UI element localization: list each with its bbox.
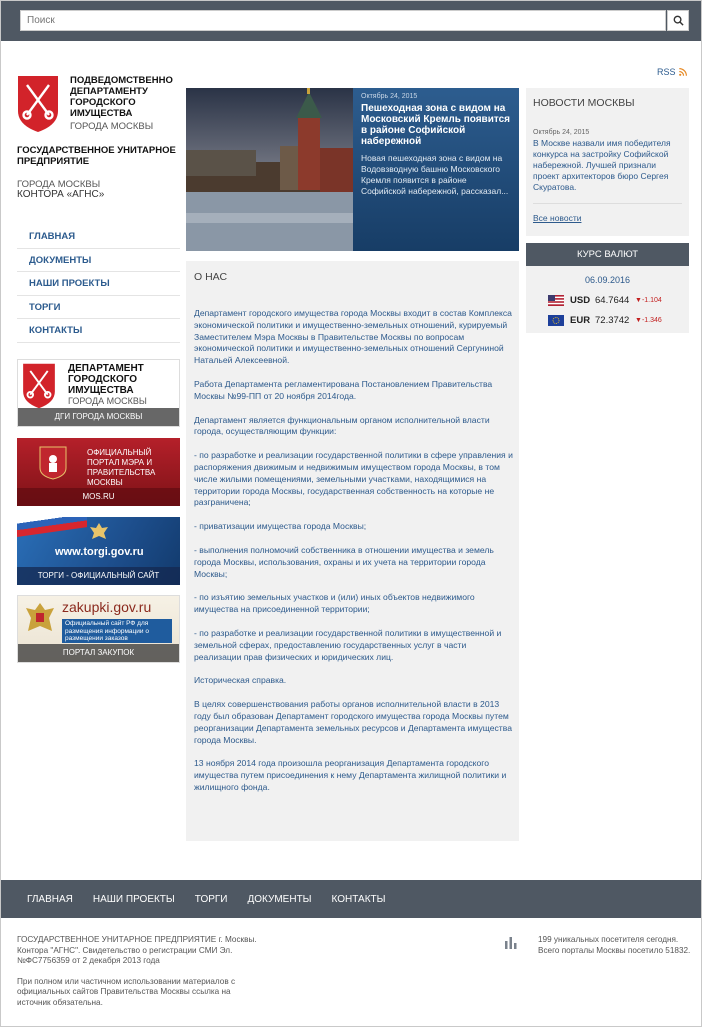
about-body bbox=[194, 308, 516, 806]
about-paragraph: Историческая справка. bbox=[194, 675, 287, 686]
news-heading: НОВОСТИ МОСКВЫ bbox=[533, 97, 635, 109]
divider bbox=[533, 203, 682, 204]
news-panel bbox=[526, 88, 689, 236]
rss-link[interactable] bbox=[657, 67, 687, 77]
dgi-banner-caption: ДГИ ГОРОДА МОСКВЫ bbox=[18, 408, 179, 426]
hero-text-panel bbox=[353, 88, 519, 251]
footer-nav bbox=[27, 880, 385, 918]
visitor-stats: 199 уникальных посетителя сегодня. Всего порталы Москвы посетило 51832. bbox=[538, 935, 691, 955]
dgi-shield-icon bbox=[22, 363, 56, 409]
sidebar-item-auctions[interactable]: ТОРГИ bbox=[17, 296, 180, 320]
top-search-bar bbox=[1, 1, 701, 41]
torgi-banner-url: www.torgi.gov.ru bbox=[55, 546, 144, 558]
about-paragraph: Работа Департамента регламентирована Постановлением Правительства Москвы №99-ПП от 20 ноября 2014года. bbox=[194, 378, 493, 401]
sidebar-item-home[interactable]: ГЛАВНАЯ bbox=[17, 225, 180, 249]
about-paragraph: - по разработке и реализации государственной политики в имущественной и земельной сферах, предоставлению государственных услуг в части реализации прав физических и юридических лиц. bbox=[194, 627, 502, 662]
rate-row-eur bbox=[548, 314, 662, 326]
about-paragraph: В целях совершенствования работы органов исполнительной власти в 2013 году был образован Департамент городского имущества города Москвы путем реорганизации Департамента земельных ресурсов и Департамента имущества города Москвы. bbox=[194, 699, 512, 745]
moscow-coat-icon bbox=[39, 446, 67, 480]
kremlin-photo-icon bbox=[186, 88, 353, 251]
about-paragraph: Департамент является функциональным органом исполнительной власти города, осуществляющим функции: bbox=[194, 414, 490, 437]
hero-title[interactable]: Пешеходная зона с видом на Московский Кремль появится в районе Софийской набережной bbox=[361, 103, 511, 147]
rate-row-usd bbox=[548, 294, 662, 306]
sidebar-item-projects[interactable]: НАШИ ПРОЕКТЫ bbox=[17, 272, 180, 296]
mos-banner-text: ОФИЦИАЛЬНЫЙ ПОРТАЛ МЭРА И ПРАВИТЕЛЬСТВА МОСКВЫ bbox=[87, 448, 156, 487]
about-paragraph: - выполнения полномочий собственника в отношении имущества и земель города Москвы, использования, охраны и их учета на территории города Москвы; bbox=[194, 544, 494, 579]
rate-code: EUR bbox=[570, 314, 591, 326]
zakupki-banner-text: Официальный сайт РФ для размещения информации о размещении заказов bbox=[62, 619, 172, 643]
about-paragraph: 13 ноября 2014 года произошла реорганизация Департамента городского имущества путем присоединения к нему Департамента жилищной политики и жилищного фонда. bbox=[194, 758, 507, 792]
rate-change: ▼-1.346 bbox=[635, 316, 662, 324]
rates-heading: КУРС ВАЛЮТ bbox=[526, 243, 689, 266]
sidebar-nav bbox=[17, 225, 180, 343]
russian-flag-icon bbox=[17, 517, 87, 537]
footer-link-home[interactable]: ГЛАВНАЯ bbox=[27, 893, 73, 905]
about-paragraph: - по разработке и реализации государственной политики в сфере управления и распоряжения движимым и недвижимым имуществом города Москвы, в том числе жилыми помещениями, земельными участками, находящимися на территории города Москвы, государственная собственность на которые не разграничена; bbox=[194, 450, 513, 508]
footer-nav-bar bbox=[1, 880, 701, 918]
footer-link-documents[interactable]: ДОКУМЕНТЫ bbox=[247, 893, 312, 905]
org-city: ГОРОДА МОСКВЫ bbox=[17, 179, 101, 190]
hero-description: Новая пешеходная зона с видом на Водовзводную башню Московского Кремля появится в районе Софийской набережной, рассказал... bbox=[361, 153, 509, 196]
news-item-text[interactable]: В Москве назвали имя победителя конкурса на застройку Софийской набережной. Лучшей признали проект архитекторов бюро Сергея Скуратова. bbox=[533, 138, 671, 192]
rate-value: 72.3742 bbox=[595, 314, 630, 326]
currency-rates-panel bbox=[526, 243, 689, 333]
all-news-link[interactable]: Все новости bbox=[533, 213, 582, 223]
dgi-banner-title: ДЕПАРТАМЕНТ ГОРОДСКОГО ИМУЩЕСТВА ГОРОДА МОСКВЫ bbox=[68, 363, 147, 406]
footer-copyright: ГОСУДАРСТВЕННОЕ УНИТАРНОЕ ПРЕДПРИЯТИЕ г. Москвы. Контора "АГНС". Свидетельство о регистрации СМИ Эл. №ФС7756359 от 2 декабря 2013 года bbox=[17, 935, 257, 965]
torgi-banner-caption: ТОРГИ - ОФИЦИАЛЬНЫЙ САЙТ bbox=[17, 567, 180, 585]
search-icon bbox=[673, 15, 684, 26]
about-paragraph: - по изъятию земельных участков и (или) иных объектов недвижимого имущества на присоединенной территории; bbox=[194, 592, 475, 615]
rss-label: RSS bbox=[657, 67, 676, 77]
banner-dgi[interactable] bbox=[17, 359, 180, 427]
zakupki-banner-url: zakupki.gov.ru bbox=[62, 599, 152, 615]
news-date: Октябрь 24, 2015 bbox=[533, 129, 590, 136]
rate-code: USD bbox=[570, 294, 591, 306]
hero-image bbox=[186, 88, 353, 251]
hero-date: Октябрь 24, 2015 bbox=[361, 93, 418, 100]
about-section bbox=[186, 261, 519, 841]
about-heading: О НАС bbox=[194, 271, 228, 283]
search-button[interactable] bbox=[667, 10, 689, 31]
eagle-emblem-icon bbox=[89, 522, 109, 540]
zakupki-banner-caption: ПОРТАЛ ЗАКУПОК bbox=[18, 644, 179, 662]
rate-value: 64.7644 bbox=[595, 294, 630, 306]
banner-torgi[interactable] bbox=[17, 517, 180, 585]
banner-zakupki[interactable] bbox=[17, 595, 180, 663]
russian-eagle-icon bbox=[24, 601, 56, 635]
search-input[interactable] bbox=[20, 10, 666, 31]
rate-change: ▼-1.104 bbox=[635, 296, 662, 304]
logo-subtitle: ГОРОДА МОСКВЫ bbox=[70, 121, 154, 132]
org-title: ГОСУДАРСТВЕННОЕ УНИТАРНОЕ ПРЕДПРИЯТИЕ bbox=[17, 145, 176, 167]
footer-link-projects[interactable]: НАШИ ПРОЕКТЫ bbox=[92, 893, 175, 905]
sidebar-item-contacts[interactable]: КОНТАКТЫ bbox=[17, 319, 180, 343]
rates-date: 06.09.2016 bbox=[584, 275, 631, 285]
banner-mos[interactable] bbox=[17, 438, 180, 506]
footer-notice: При полном или частичном использовании материалов с официальных сайтов Правительства Москвы ссылка на источник обязательна. bbox=[17, 976, 236, 1007]
us-flag-icon bbox=[548, 295, 564, 306]
mos-banner-caption: MOS.RU bbox=[17, 488, 180, 506]
footer-link-auctions[interactable]: ТОРГИ bbox=[194, 893, 228, 905]
footer-info bbox=[17, 935, 257, 1018]
about-paragraph: Департамент городского имущества города Москвы входит в состав Комплекса экономической политики и имущественно-земельных отношений, курируемый Заместителем Мэра Москвы в Правительстве Москвы по вопросам экономической политики и имущественно-земельных отношений Сергуниной Натальей Алексеевной. bbox=[194, 308, 512, 366]
about-paragraph: - приватизации имущества города Москвы; bbox=[194, 521, 367, 532]
footer-link-contacts[interactable]: КОНТАКТЫ bbox=[331, 893, 386, 905]
eu-flag-icon bbox=[548, 315, 564, 326]
org-office: КОНТОРА «АГНС» bbox=[17, 189, 105, 200]
sidebar-item-documents[interactable]: ДОКУМЕНТЫ bbox=[17, 249, 180, 273]
moscow-shield-icon bbox=[17, 75, 59, 133]
rss-icon bbox=[679, 68, 687, 76]
logo-title: ПОДВЕДОМСТВЕННО ДЕПАРТАМЕНТУ ГОРОДСКОГО ИМУЩЕСТВА bbox=[70, 75, 173, 119]
stats-bar-icon bbox=[504, 935, 518, 949]
hero-news[interactable] bbox=[186, 88, 519, 251]
